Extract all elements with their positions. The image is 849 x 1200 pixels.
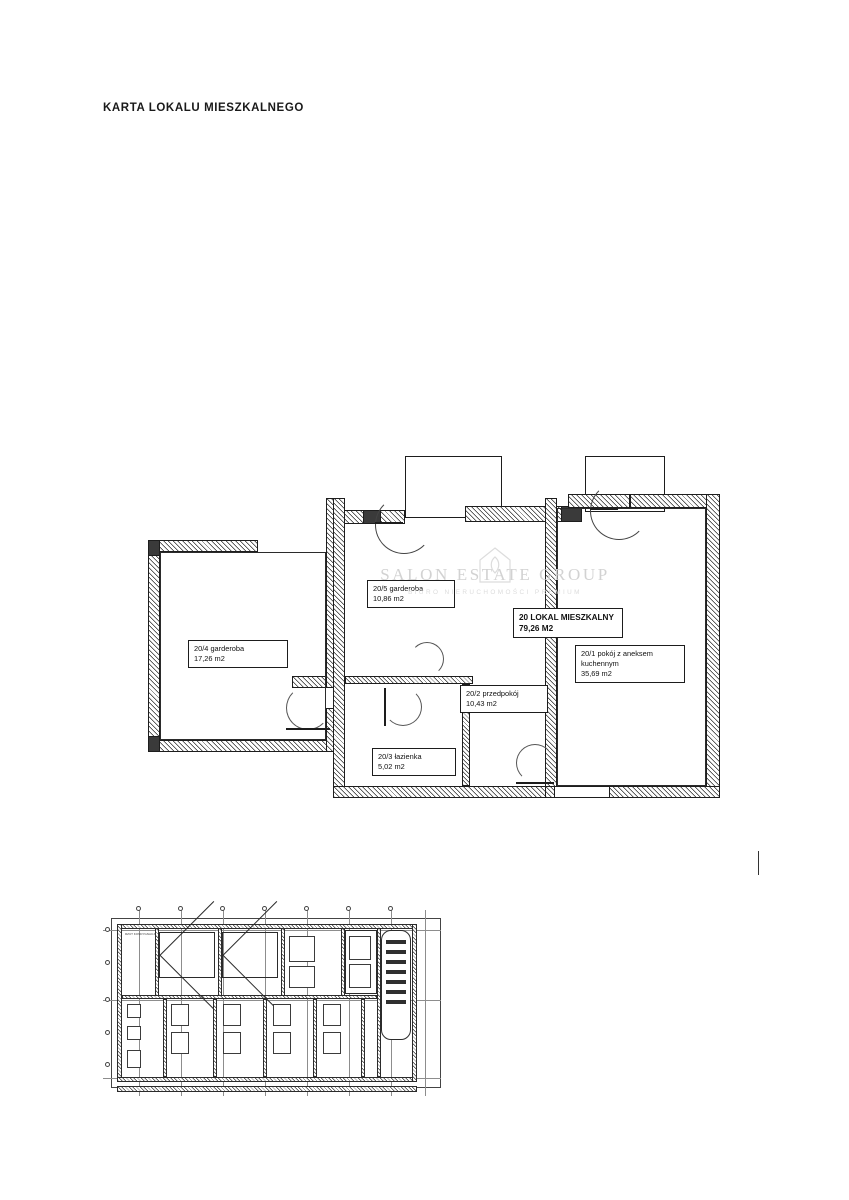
keyplan-fixture [223, 1004, 241, 1026]
keyplan-wall-left [117, 924, 122, 1082]
keyplan-fixture [273, 1032, 291, 1054]
keyplan-wall-internal-v5 [163, 999, 167, 1077]
keyplan-grid-bubble [105, 997, 110, 1002]
keyplan-fixture [127, 1050, 141, 1068]
keyplan-grid-bubble [220, 906, 225, 911]
room-20-4-area: 17,26 m2 [194, 654, 225, 663]
door-20-5 [410, 648, 440, 678]
keyplan-fixture [323, 1004, 341, 1026]
keyplan-fixture [223, 1032, 241, 1054]
keyplan-grid-bubble [136, 906, 141, 911]
wall-20-5-bottom [345, 676, 473, 684]
keyplan-grid-bubble [105, 1030, 110, 1035]
keyplan-crossed-bay-2 [222, 932, 278, 978]
keyplan-fixture [289, 966, 315, 988]
door-20-1 [518, 746, 552, 780]
keyplan-shaft [386, 940, 406, 944]
wall-nib-left-top [148, 540, 160, 556]
room-20-1-name: 20/1 pokój z aneksem [581, 649, 653, 658]
unit-label-line2: 79,26 M2 [519, 624, 554, 633]
keyplan-wall-internal-v9 [361, 999, 365, 1077]
keyplan-fixture [171, 1032, 189, 1054]
room-label-20-5 [367, 580, 455, 608]
keyplan-grid-v1 [139, 910, 140, 1096]
wall-left-exterior [148, 540, 160, 752]
keyplan-grid-bubble [178, 906, 183, 911]
room-20-3-name: 20/3 łazienka [378, 752, 422, 761]
room-label-unit [513, 608, 623, 638]
keyplan-core-rounded [381, 930, 411, 1040]
door-20-3 [384, 688, 418, 722]
watermark-name: SALON ESTATE GROUP [380, 565, 610, 584]
keyplan-wall-internal-h1 [122, 995, 377, 999]
keyplan-caption: RZUT KONDYGNACJI [125, 932, 156, 936]
keyplan-fixture [171, 1004, 189, 1026]
room-20-5-area: 10,86 m2 [373, 594, 404, 603]
keyplan-wall-internal-v3 [281, 928, 285, 996]
keyplan-fixture [273, 1004, 291, 1026]
room-20-4-name: 20/4 garderoba [194, 644, 245, 653]
page-title: KARTA LOKALU MIESZKALNEGO [103, 102, 304, 114]
room-20-3-area: 5,02 m2 [378, 762, 405, 771]
room-20-1-area: 35,69 m2 [581, 669, 612, 678]
wall-left-block-top [148, 540, 258, 552]
keyplan-grid-bubble [346, 906, 351, 911]
keyplan-shaft [386, 990, 406, 994]
wall-center-left-vertical [333, 498, 345, 798]
keyplan-grid-bubble [105, 960, 110, 965]
keyplan-grid-v8 [425, 910, 426, 1096]
keyplan-grid-bubble [105, 927, 110, 932]
room-label-20-2 [460, 685, 548, 713]
door-opening-bottom [554, 786, 610, 798]
room-20-5-name: 20/5 garderoba [373, 584, 424, 593]
keyplan-fixture [289, 936, 315, 962]
room-20-1-name-2: kuchennym [581, 659, 619, 668]
room-label-20-1 [575, 645, 685, 683]
keyplan-wall-top [117, 924, 417, 929]
keyplan-fixture [127, 1004, 141, 1018]
keyplan-terrace-band [117, 1086, 417, 1092]
keyplan-wall-internal-v8 [313, 999, 317, 1077]
keyplan-shaft [386, 980, 406, 984]
door-balcony-left [401, 522, 435, 556]
keyplan-wall-internal-v6 [213, 999, 217, 1077]
wall-nib-left-bottom [148, 736, 160, 752]
room-label-20-3 [372, 748, 456, 776]
keyplan-fixture [323, 1032, 341, 1054]
keyplan-crossed-bay-1 [159, 932, 215, 978]
keyplan-shaft [386, 950, 406, 954]
room-label-20-4 [188, 640, 288, 668]
keyplan-fixture [127, 1026, 141, 1040]
keyplan-shaft [386, 1000, 406, 1004]
room-20-2-area: 10,43 m2 [466, 699, 497, 708]
floorplan-drawing [120, 440, 740, 840]
keyplan-fixture [349, 964, 371, 988]
watermark-subtitle: BIURO NIERUCHOMOŚCI PREMIUM [408, 589, 582, 596]
keyplan-wall-internal-v7 [263, 999, 267, 1077]
keyplan-shaft [386, 970, 406, 974]
door-balcony-right [616, 508, 650, 542]
keyplan-fixture [349, 936, 371, 960]
keyplan-wall-right [412, 924, 417, 1082]
keyplan-drawing [103, 900, 443, 1100]
keyplan-wall-bottom [117, 1077, 417, 1082]
page-tick-mark [758, 851, 759, 875]
unit-label-line1: 20 LOKAL MIESZKALNY [519, 613, 614, 622]
wall-center-bottom [333, 786, 553, 798]
wall-right-exterior [706, 494, 720, 794]
keyplan-grid-bubble [388, 906, 393, 911]
door-20-4 [288, 688, 328, 728]
wall-left-block-bottom [148, 740, 340, 752]
keyplan-grid-bubble [304, 906, 309, 911]
keyplan-grid-bubble [105, 1062, 110, 1067]
keyplan-shaft [386, 960, 406, 964]
room-20-2-name: 20/2 przedpokój [466, 689, 519, 698]
